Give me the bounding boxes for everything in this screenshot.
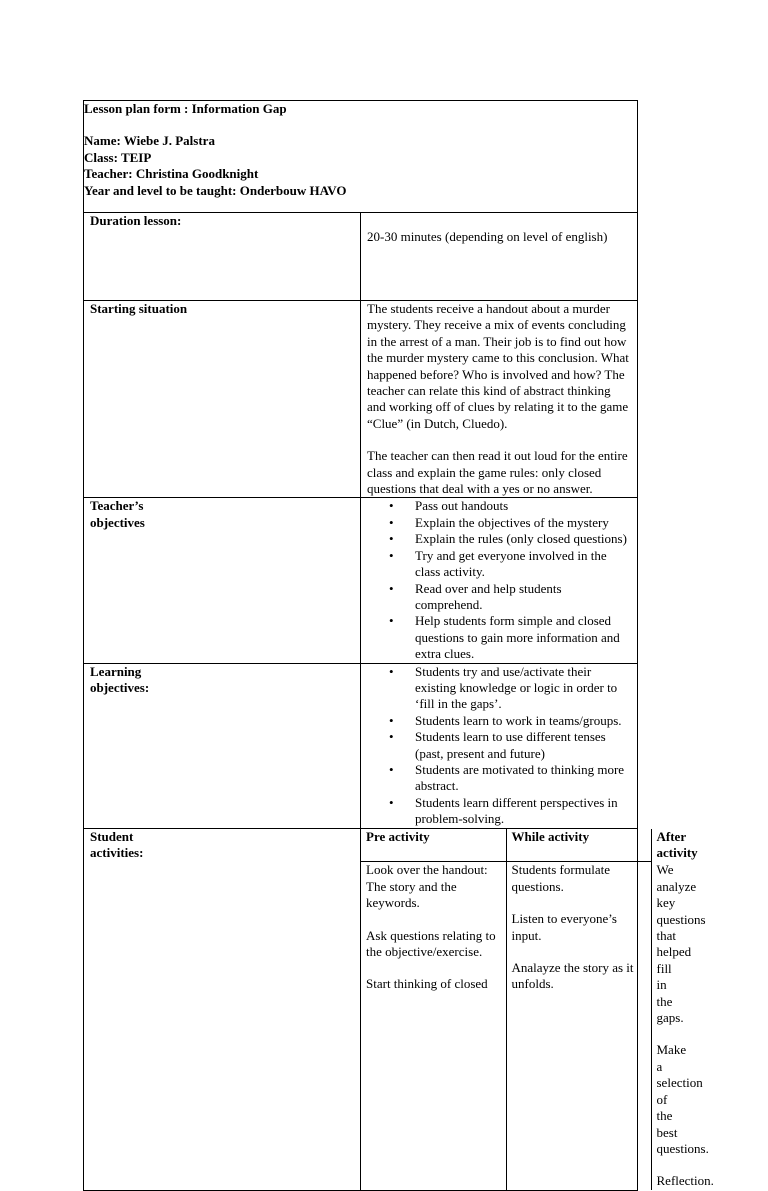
while-activity-cell	[506, 862, 651, 1190]
teacher-objectives-label	[84, 498, 361, 663]
while-activity-text-1: Students formulate questions.	[511, 862, 611, 894]
header-cell	[84, 101, 638, 213]
starting-situation-row	[84, 301, 638, 498]
student-activities-label	[84, 828, 361, 1190]
starting-situation-paragraph-2: The teacher can then read it out loud for the entire class and explain the game rules: only closed questions that deal with a yes or no answer.	[367, 448, 628, 497]
class-line: Class: TEIP	[84, 149, 152, 165]
student-activities-label-line1: Student	[90, 828, 134, 844]
student-activities-cell	[361, 828, 714, 1190]
learning-objectives-label-line1: Learning	[90, 663, 142, 679]
pre-activity-text-2: Ask questions relating to the objective/exercise.	[366, 927, 496, 960]
starting-situation-paragraph-1: The students receive a handout about a murder mystery. They receive a mix of events concluding in the arrest of a man. Their job is to find out how the murder mystery came to this conclusion. What happened before? Who is involved and how? The teacher can relate this kind of abstract thinking and working off of clues by relating it to the game “Clue” (in Dutch, Cluedo).	[367, 301, 629, 431]
learning-objectives-row	[84, 663, 638, 828]
pre-activity-text-3: Start thinking of closed	[366, 976, 488, 992]
activities-body-row: Look over the handout: The story and the keywords. Ask questions relating to the objective/exercise. Start thinking of closed Students formulate questions. Listen to everyone’s input. Analayze the story as it unfolds. We analyze key questions that helped fill in the gaps. Make a selection of the best questions. Reflection.	[361, 862, 651, 1190]
teacher-objectives-label-line2: objectives	[90, 514, 145, 530]
list-item: • Try and get everyone involved in the class activity.	[415, 548, 631, 581]
header-row	[84, 101, 638, 213]
pre-activity-cell	[361, 862, 506, 1190]
learning-objectives-cell	[361, 663, 638, 828]
activities-header-row: Pre activity While activity After activity	[361, 829, 651, 862]
duration-label: Duration lesson:	[84, 213, 361, 301]
list-item: • Students are motivated to thinking more abstract.	[415, 762, 631, 795]
list-item: • Students try and use/activate their existing knowledge or logic in order to ‘fill in the gaps’.	[415, 664, 631, 713]
starting-situation-cell	[361, 301, 638, 498]
while-activity-text-3: Analayze the story as it unfolds.	[511, 960, 634, 992]
learning-objectives-list	[367, 664, 631, 828]
duration-value: 20-30 minutes (depending on level of english)	[367, 229, 608, 244]
teacher-objectives-row	[84, 498, 638, 663]
duration-cell	[361, 213, 638, 301]
teacher-objectives-list	[367, 498, 631, 662]
student-activities-label-line2: activities:	[90, 845, 144, 860]
list-item: • Students learn to work in teams/groups.	[415, 713, 631, 729]
starting-situation-label: Starting situation	[84, 301, 361, 498]
teacher-objectives-label-line1: Teacher’s	[90, 498, 144, 514]
list-item: • Explain the objectives of the mystery	[415, 515, 631, 531]
while-activity-text-2: Listen to everyone’s input.	[511, 911, 617, 943]
student-activities-row	[84, 828, 638, 1190]
list-item: • Students learn to use different tenses (past, present and future)	[415, 729, 631, 762]
list-item: • Help students form simple and closed questions to gain more information and extra clues.	[415, 613, 631, 662]
duration-row	[84, 213, 638, 301]
lesson-plan-table	[83, 100, 714, 1191]
list-item: • Students learn different perspectives in problem-solving.	[415, 795, 631, 828]
while-activity-heading: While activity	[506, 829, 651, 862]
list-item: • Read over and help students comprehend.	[415, 581, 631, 614]
list-item: • Explain the rules (only closed questions)	[415, 531, 631, 547]
pre-activity-heading: Pre activity	[361, 829, 506, 862]
name-line: Name: Wiebe J. Palstra	[84, 133, 215, 149]
pre-activity-text-1: Look over the handout: The story and the keywords.	[366, 862, 488, 911]
learning-objectives-label	[84, 663, 361, 828]
list-item: • Pass out handouts	[415, 498, 631, 514]
year-level-line: Year and level to be taught: Onderbouw HAVO	[84, 182, 347, 198]
activities-subtable	[361, 828, 714, 1190]
lesson-plan-document	[83, 100, 714, 1191]
form-title: Lesson plan form : Information Gap	[84, 101, 287, 116]
teacher-line: Teacher: Christina Goodknight	[84, 166, 259, 182]
learning-objectives-label-line2: objectives:	[90, 679, 150, 695]
teacher-objectives-cell	[361, 498, 638, 663]
